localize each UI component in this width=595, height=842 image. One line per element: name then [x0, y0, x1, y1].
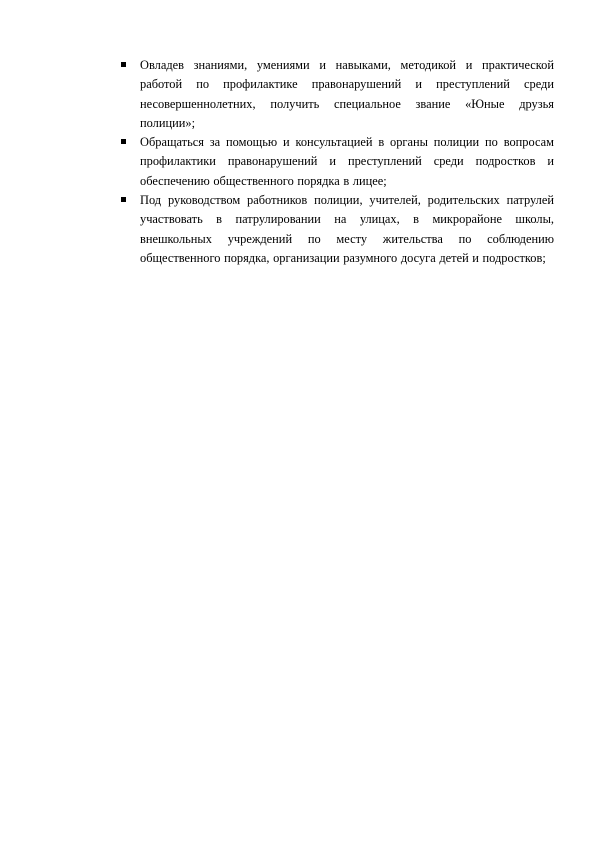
square-bullet-icon [121, 139, 126, 144]
list-item-text: Под руководством работников полиции, учителей, родительских патрулей участвовать в патрулировании на улицах, в микрорайоне школы, внешкольных учреждений по месту жительства по соблюдению общественного порядка, организации разумного досуга детей и подростков; [140, 193, 554, 265]
bullet-list [121, 56, 554, 268]
square-bullet-icon [121, 197, 126, 202]
list-item-text: Обращаться за помощью и консультацией в органы полиции по вопросам профилактики правонарушений и преступлений среди подростков и обеспечению общественного порядка в лицее; [140, 135, 554, 188]
list-item-text: Овладев знаниями, умениями и навыками, методикой и практической работой по профилактике правонарушений и преступлений среди несовершеннолетних, получить специальное звание «Юные друзья полиции»; [140, 58, 554, 130]
list-item [121, 191, 554, 268]
list-item [121, 133, 554, 191]
square-bullet-icon [121, 62, 126, 67]
list-item [121, 56, 554, 133]
